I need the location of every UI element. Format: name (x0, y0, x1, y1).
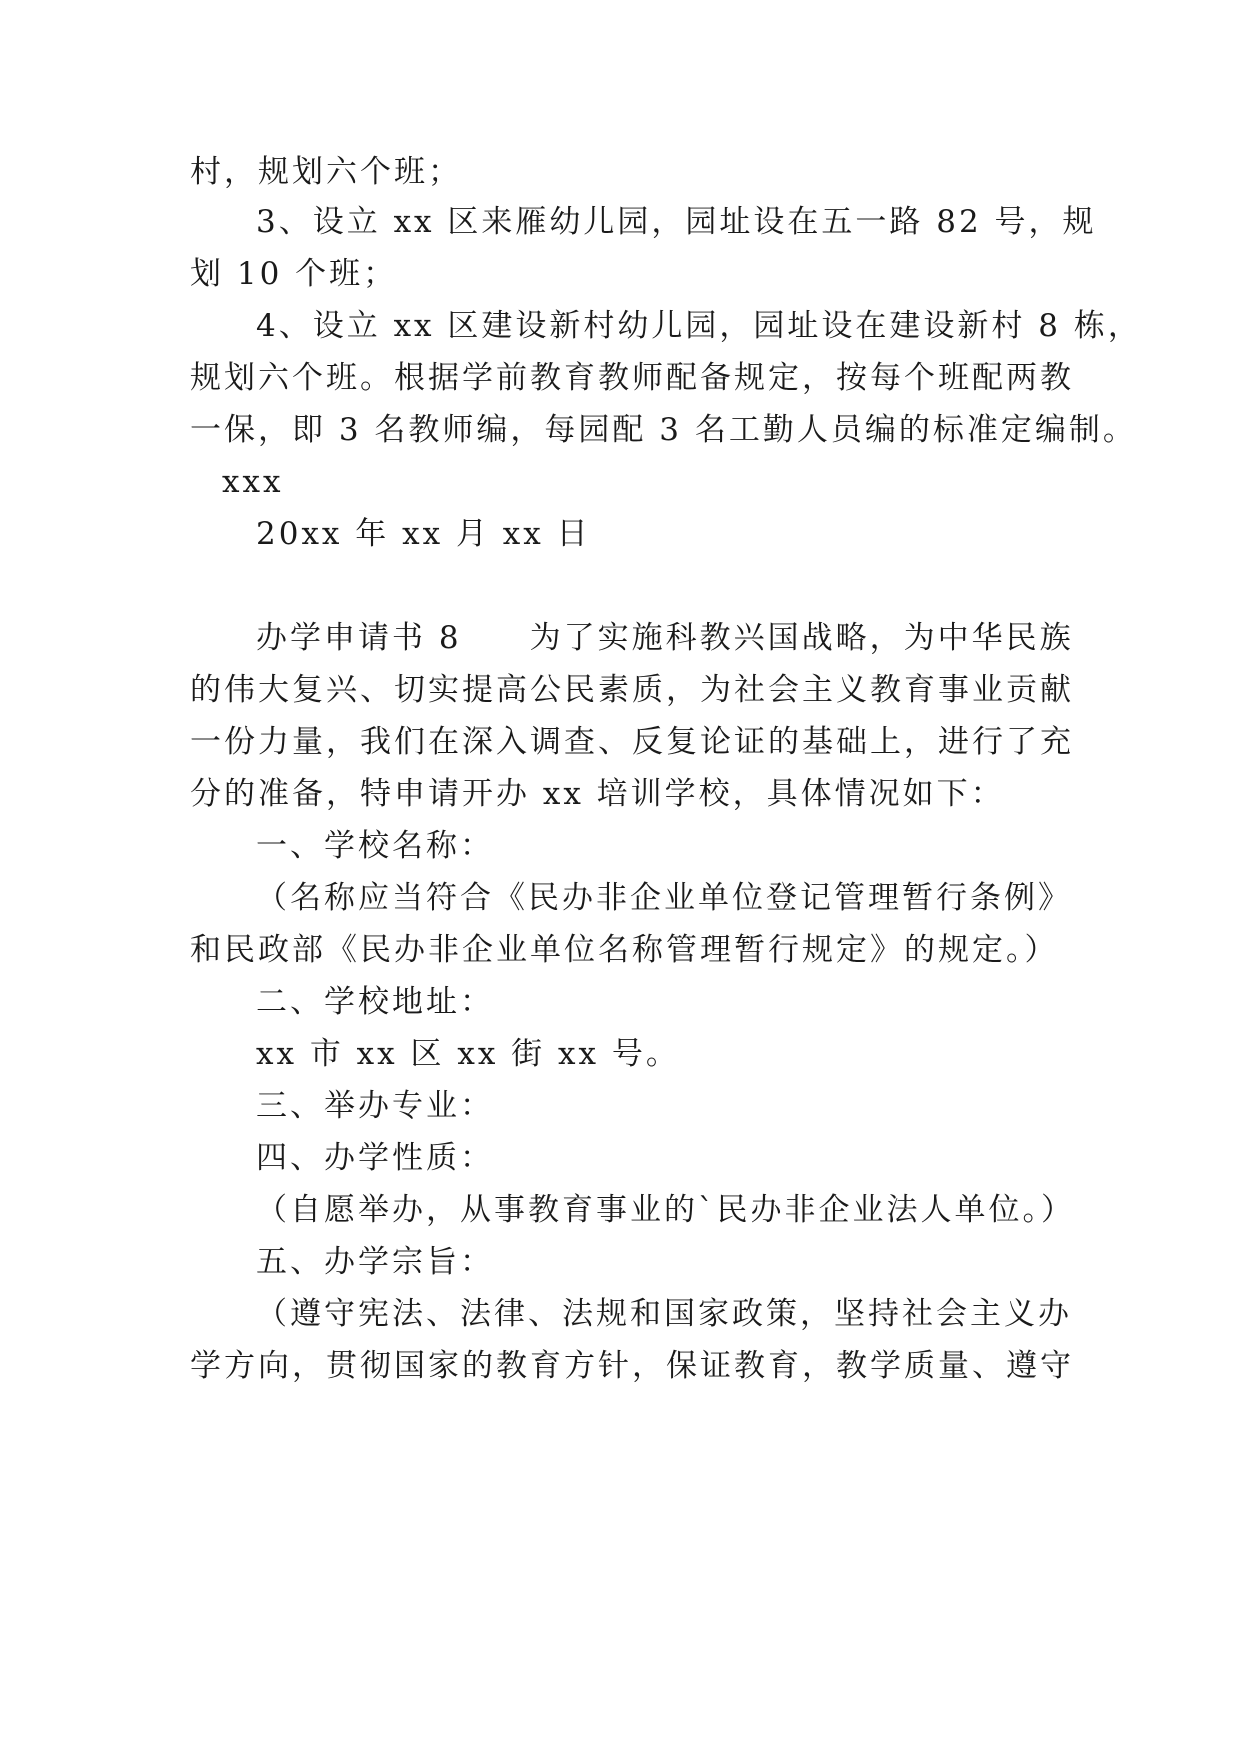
body-line: 规划六个班。根据学前教育教师配备规定，按每个班配两教 (190, 360, 1074, 396)
body-line: （遵守宪法、法律、法规和国家政策，坚持社会主义办 (256, 1296, 1072, 1332)
body-line: 一份力量，我们在深入调查、反复论证的基础上，进行了充 (190, 724, 1074, 760)
section-heading-line: 办学申请书 8 为了实施科教兴国战略，为中华民族 (256, 620, 1074, 656)
signature-name: xxx (222, 464, 284, 500)
body-line: 一保，即 3 名教师编，每园配 3 名工勤人员编的标准定编制。 (190, 412, 1137, 448)
body-line: 划 10 个班； (190, 256, 398, 292)
body-line: 4、设立 xx 区建设新村幼儿园，园址设在建设新村 8 栋， (256, 308, 1142, 344)
item-heading: 五、办学宗旨： (256, 1244, 494, 1280)
signature-date: 20xx 年 xx 月 xx 日 (256, 516, 591, 552)
body-line: 村，规划六个班； (190, 154, 462, 190)
item-heading: 二、学校地址： (256, 984, 494, 1020)
body-line: （名称应当符合《民办非企业单位登记管理暂行条例》 (256, 880, 1072, 916)
body-line: （自愿举办，从事教育事业的`民办非企业法人单位。） (256, 1192, 1075, 1228)
body-line: 学方向，贯彻国家的教育方针，保证教育，教学质量、遵守 (190, 1348, 1074, 1384)
body-line: xx 市 xx 区 xx 街 xx 号。 (256, 1036, 680, 1072)
item-heading: 四、办学性质： (256, 1140, 494, 1176)
body-line: 和民政部《民办非企业单位名称管理暂行规定》的规定。） (190, 932, 1059, 968)
item-heading: 一、学校名称： (256, 828, 494, 864)
body-line: 分的准备，特申请开办 xx 培训学校，具体情况如下： (190, 776, 1005, 812)
body-line: 3、设立 xx 区来雁幼儿园，园址设在五一路 82 号，规 (256, 204, 1097, 240)
item-heading: 三、举办专业： (256, 1088, 494, 1124)
body-line: 的伟大复兴、切实提高公民素质，为社会主义教育事业贡献 (190, 672, 1074, 708)
